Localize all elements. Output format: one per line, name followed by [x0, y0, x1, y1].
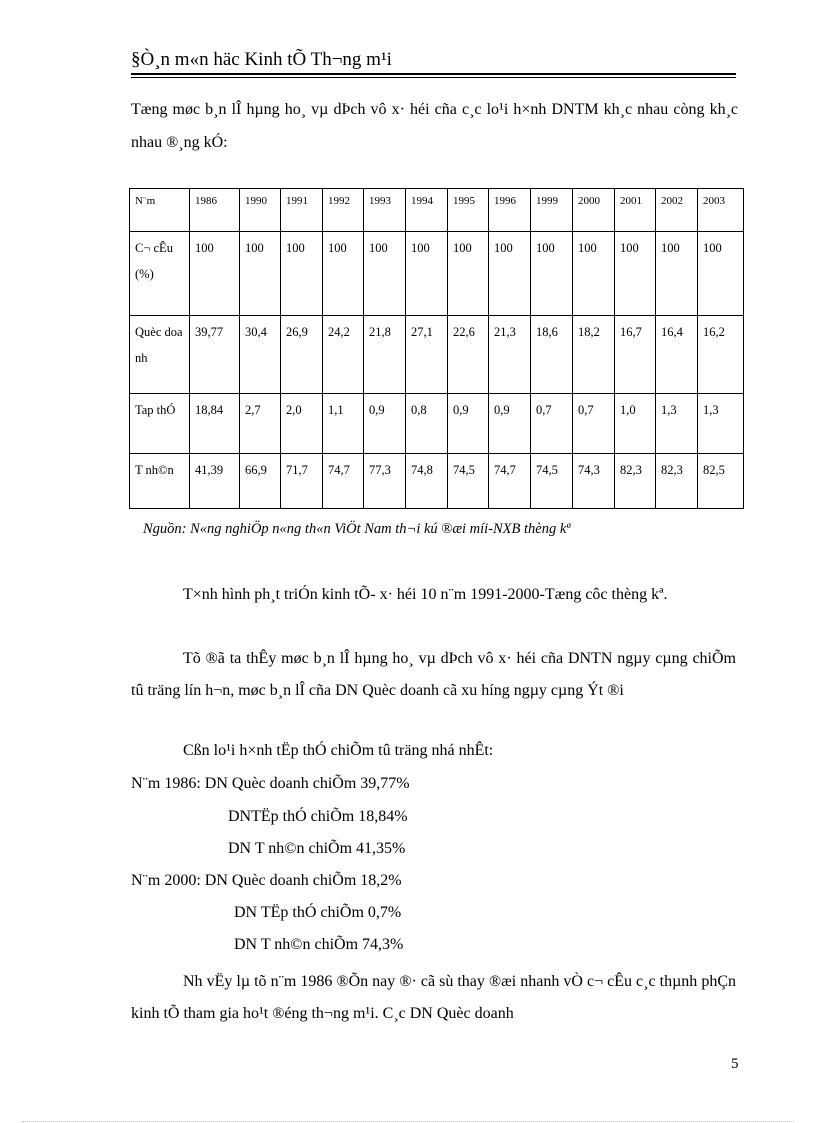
- body-line-1986-private: DN T nh©n chiÕm 41,35%: [228, 840, 406, 857]
- table-cell: 22,6: [448, 316, 489, 394]
- table-header-cell: 1996: [489, 189, 531, 232]
- table-cell: 1,3: [698, 394, 744, 454]
- table-cell: 1,1: [323, 394, 364, 454]
- body-line-2000-private: DN T nh©n chiÕm 74,3%: [234, 936, 404, 953]
- table-cell: 41,39: [190, 454, 240, 509]
- table-cell: 100: [364, 232, 406, 316]
- table-header-cell: 1990: [240, 189, 281, 232]
- table-cell: 16,7: [615, 316, 656, 394]
- table-cell: 100: [698, 232, 744, 316]
- table-cell: 77,3: [364, 454, 406, 509]
- table-cell: 100: [240, 232, 281, 316]
- table-row-label: Quèc doanh: [130, 316, 190, 394]
- table-cell: 82,5: [698, 454, 744, 509]
- table-cell: 16,4: [656, 316, 698, 394]
- table-cell: 16,2: [698, 316, 744, 394]
- table-header-cell: 1986: [190, 189, 240, 232]
- table-header-cell: 2003: [698, 189, 744, 232]
- table-row-label: C¬ cÊu(%): [130, 232, 190, 316]
- body-line-smallest-share: Cßn lo¹i h×nh tËp thÓ chiÕm tû träng nhá nhÊt:: [183, 742, 494, 759]
- table-cell: 0,8: [406, 394, 448, 454]
- table-header-cell: 2001: [615, 189, 656, 232]
- table-header-cell: 1999: [531, 189, 573, 232]
- table-cell: 0,7: [573, 394, 615, 454]
- intro-paragraph: Tæng møc b¸n lÎ hµng ho¸ vµ dÞch vô x· héi cña c¸c lo¹i h×nh DNTM kh¸c nhau còng kh¸c nhau ®¸ng kÓ:: [131, 101, 738, 151]
- table-cell: 100: [489, 232, 531, 316]
- table-row-label: T nh©n: [130, 454, 190, 509]
- page-number: 5: [731, 1056, 739, 1072]
- table-cell: 21,3: [489, 316, 531, 394]
- table-cell: 74,3: [573, 454, 615, 509]
- retail-structure-table: [129, 188, 744, 509]
- table-cell: 18,84: [190, 394, 240, 454]
- table-cell: 100: [573, 232, 615, 316]
- table-row-label: Tap thÓ: [130, 394, 190, 454]
- table-source-caption: Nguồn: N«ng nghiÖp n«ng th«n ViÖt Nam th¬i kú ®æi míi-NXB thèng kª: [143, 521, 571, 537]
- page-bottom-dotted-line: [22, 1121, 794, 1122]
- body-line-1986-state: N¨m 1986: DN Quèc doanh chiÕm 39,77%: [131, 775, 410, 792]
- table-cell: 0,7: [531, 394, 573, 454]
- header-rule-thick: [131, 73, 736, 75]
- page-header-title: §Ò¸n m«n häc Kinh tÕ Th¬ng m¹i: [131, 49, 392, 70]
- table-cell: 71,7: [281, 454, 323, 509]
- table-cell: 18,6: [531, 316, 573, 394]
- header-rule-thin: [131, 77, 736, 78]
- body-paragraph-1: T×nh hình ph¸t triÓn kinh tÕ- x· héi 10 n¨m 1991-2000-Tæng côc thèng kª.: [183, 586, 668, 603]
- table-row: [130, 394, 744, 454]
- table-row: [130, 232, 744, 316]
- table-row: [130, 316, 744, 394]
- table-cell: 2,7: [240, 394, 281, 454]
- table-cell: 2,0: [281, 394, 323, 454]
- table-cell: 100: [448, 232, 489, 316]
- table-cell: 100: [615, 232, 656, 316]
- table-row: [130, 454, 744, 509]
- table-cell: 27,1: [406, 316, 448, 394]
- table-cell: 30,4: [240, 316, 281, 394]
- table-cell: 18,2: [573, 316, 615, 394]
- table-header-cell: 1991: [281, 189, 323, 232]
- table-cell: 100: [406, 232, 448, 316]
- table-cell: 74,5: [448, 454, 489, 509]
- table-cell: 100: [190, 232, 240, 316]
- table-cell: 66,9: [240, 454, 281, 509]
- table-cell: 74,5: [531, 454, 573, 509]
- table-cell: 74,7: [323, 454, 364, 509]
- table-cell: 26,9: [281, 316, 323, 394]
- table-cell: 21,8: [364, 316, 406, 394]
- table-header-cell: 2002: [656, 189, 698, 232]
- body-line-2000-collective: DN TËp thÓ chiÕm 0,7%: [234, 904, 402, 921]
- table-cell: 0,9: [489, 394, 531, 454]
- table-cell: 100: [281, 232, 323, 316]
- table-cell: 24,2: [323, 316, 364, 394]
- table-header-cell: 1992: [323, 189, 364, 232]
- table-header-cell: 2000: [573, 189, 615, 232]
- table-cell: 39,77: [190, 316, 240, 394]
- table-cell: 1,0: [615, 394, 656, 454]
- table-cell: 74,7: [489, 454, 531, 509]
- table-cell: 100: [656, 232, 698, 316]
- table-cell: 100: [323, 232, 364, 316]
- table-header-cell: 1995: [448, 189, 489, 232]
- body-line-2000-state: N¨m 2000: DN Quèc doanh chiÕm 18,2%: [131, 872, 402, 889]
- table-header-row: [130, 189, 744, 232]
- table-cell: 0,9: [364, 394, 406, 454]
- table-header-cell: 1993: [364, 189, 406, 232]
- body-paragraph-3: Nh vËy lµ tõ n¨m 1986 ®Õn nay ®· cã sù thay ®æi nhanh vÒ c¬ cÊu c¸c thµnh phÇn kinh tÕ tham gia ho¹t ®éng th¬ng m¹i. C¸c DN Quèc doanh: [131, 973, 736, 1022]
- table-cell: 82,3: [615, 454, 656, 509]
- table-header-cell: N¨m: [130, 189, 190, 232]
- table-cell: 74,8: [406, 454, 448, 509]
- table-cell: 82,3: [656, 454, 698, 509]
- table-cell: 100: [531, 232, 573, 316]
- body-line-1986-collective: DNTËp thÓ chiÕm 18,84%: [228, 808, 408, 825]
- table-cell: 1,3: [656, 394, 698, 454]
- table-header-cell: 1994: [406, 189, 448, 232]
- body-paragraph-2: Tõ ®ã ta thÊy møc b¸n lÎ hµng ho¸ vµ dÞch vô x· héi cña DNTN ngµy cµng chiÕm tû träng lín h¬n, møc b¸n lÎ cña DN Quèc doanh cã xu híng ngµy cµng Ýt ®i: [131, 650, 736, 699]
- table-cell: 0,9: [448, 394, 489, 454]
